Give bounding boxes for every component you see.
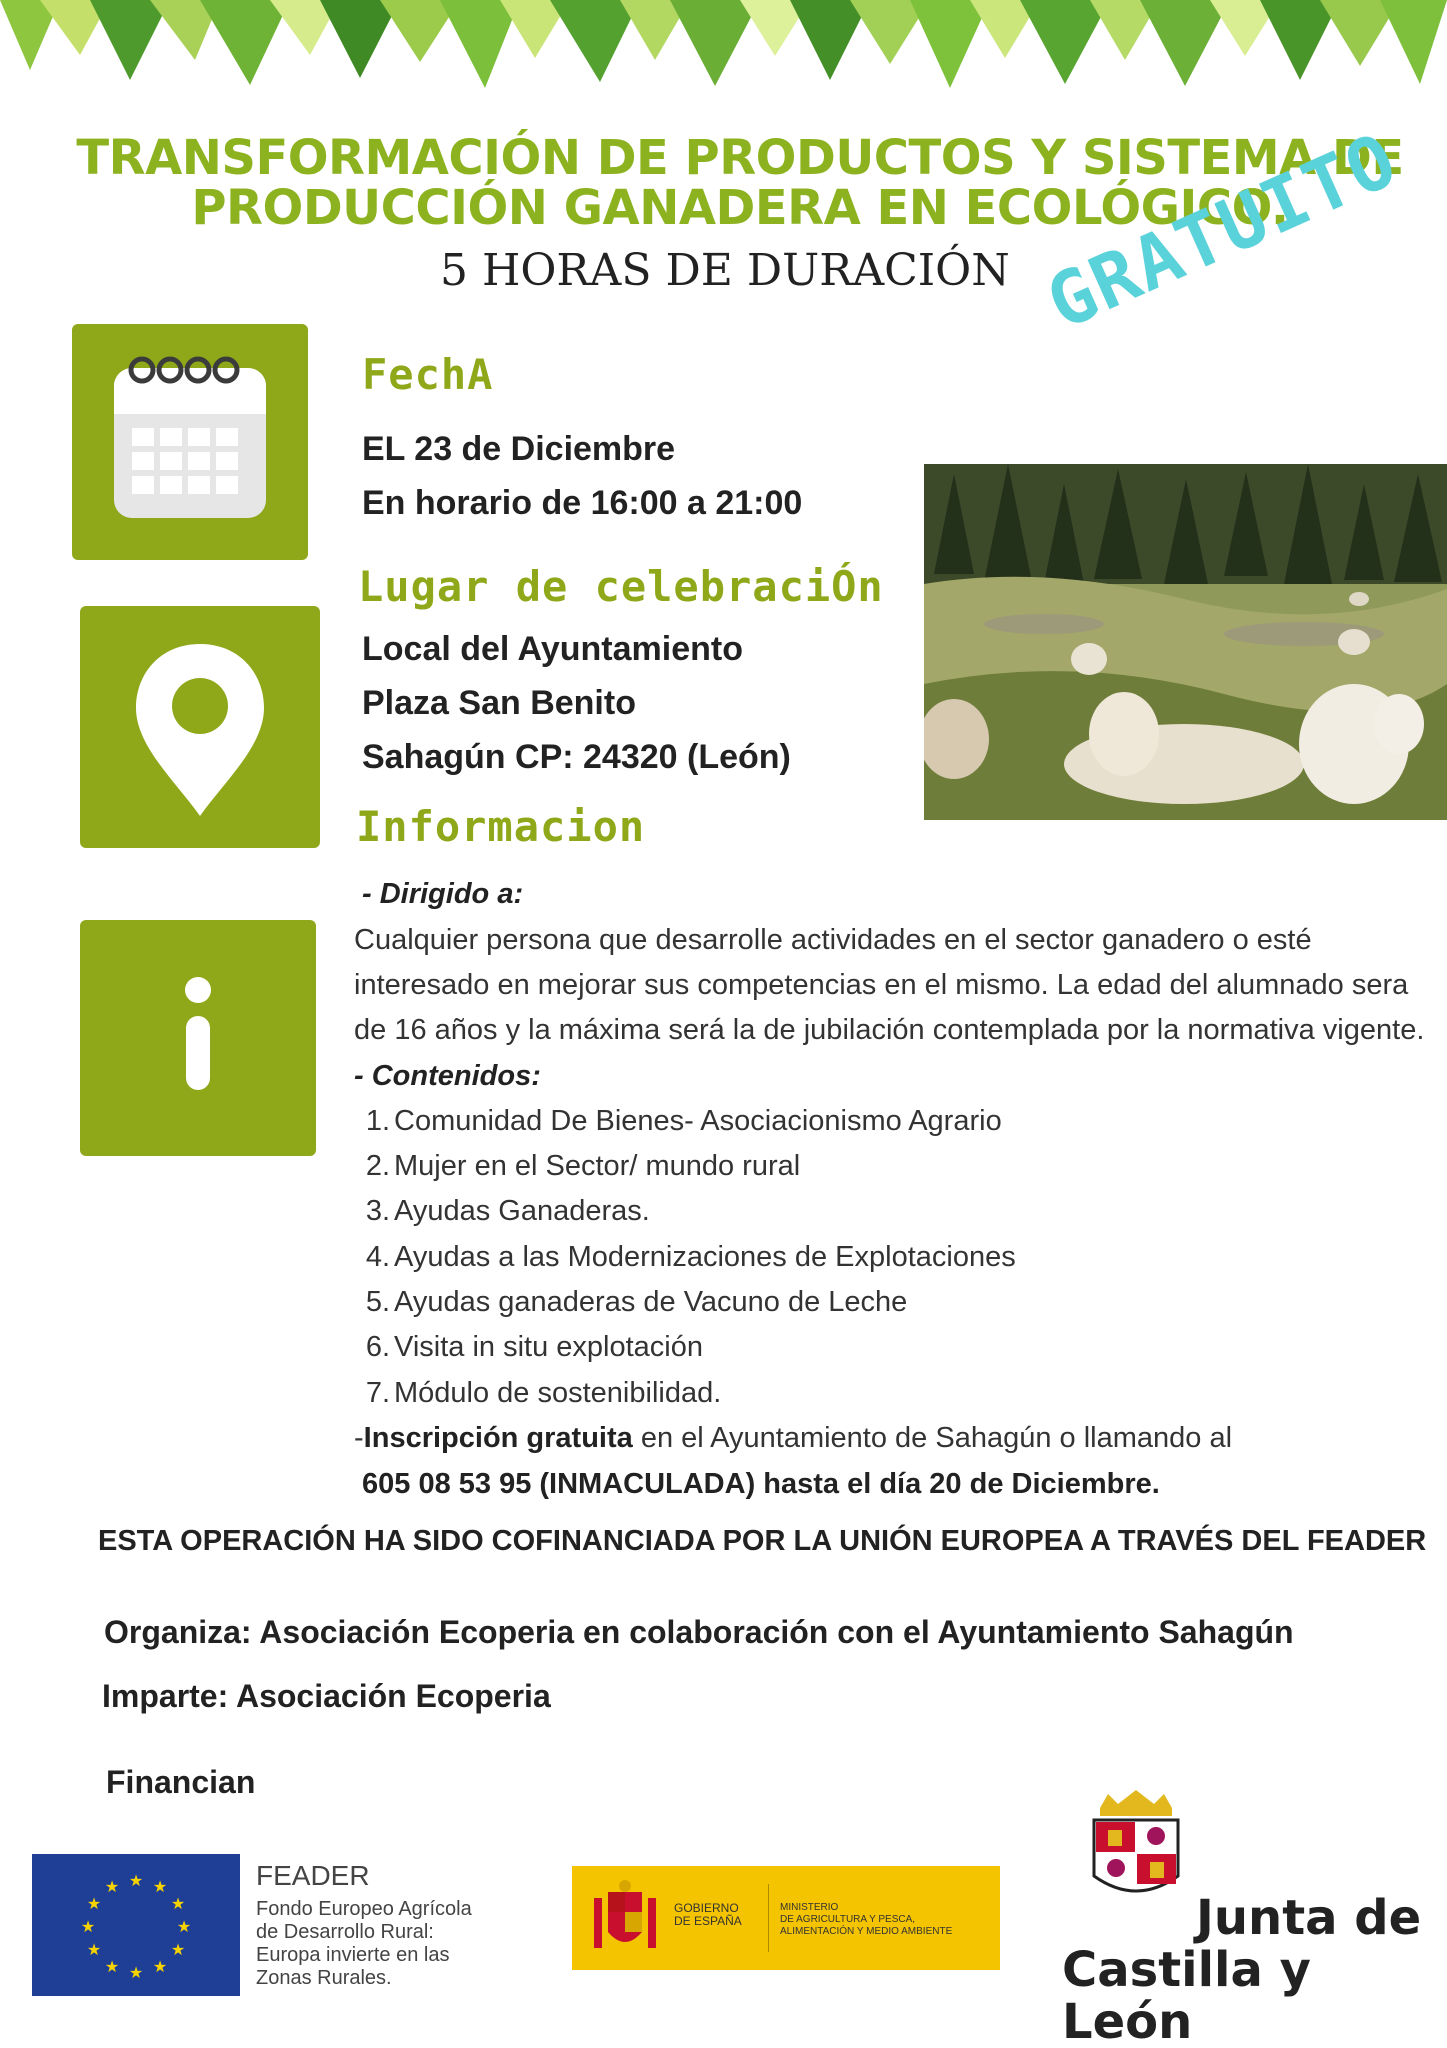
feader-logo-text	[256, 1860, 472, 1990]
imparte-text: Imparte: Asociación Ecoperia	[102, 1678, 551, 1714]
lugar-venue: Local del Ayuntamiento	[362, 630, 743, 668]
feader-line-2: de Desarrollo Rural:	[256, 1921, 434, 1943]
svg-text:★: ★	[104, 1877, 120, 1896]
svg-text:★: ★	[152, 1877, 168, 1896]
dirigido-line-1: Cualquier persona que desarrolle actividades en el sector ganadero o esté	[354, 924, 1312, 956]
junta-castilla-leon-logo-text	[1062, 1892, 1447, 2048]
location-pin-icon	[80, 606, 320, 848]
inscripcion-line: -Inscripción gratuita en el Ayuntamiento de Sahagún o llamando al	[354, 1422, 1233, 1454]
lugar-city: Sahagún CP: 24320 (León)	[362, 738, 791, 776]
svg-text:★: ★	[170, 1940, 186, 1959]
list-item: 2. Mujer en el Sector/ mundo rural	[365, 1150, 801, 1182]
list-item: 5. Ayudas ganaderas de Vacuno de Leche	[365, 1286, 908, 1318]
cofinanciada-text: ESTA OPERACIÓN HA SIDO COFINANCIADA POR LA UNIÓN EUROPEA A TRAVÉS DEL FEADER	[98, 1525, 1427, 1557]
duration-text: 5 HORAS DE DURACIÓN	[440, 245, 1010, 296]
list-item: 4. Ayudas a las Modernizaciones de Explotaciones	[365, 1241, 1016, 1273]
inscripcion-phone: 605 08 53 95 (INMACULADA) hasta el día 20 de Diciembre.	[362, 1468, 1160, 1500]
triangle-banner	[0, 0, 1447, 90]
svg-text:★: ★	[170, 1894, 186, 1913]
castilla-leon-crest-icon	[1088, 1788, 1184, 1904]
organiza-text: Organiza: Asociación Ecoperia en colaboración con el Ayuntamiento Sahagún	[104, 1614, 1294, 1650]
svg-text:★: ★	[152, 1957, 168, 1976]
svg-text:★: ★	[104, 1957, 120, 1976]
feader-line-1: Fondo Europeo Agrícola	[256, 1898, 472, 1920]
cattle-photo	[924, 464, 1447, 820]
svg-text:★: ★	[86, 1894, 102, 1913]
dirigido-line-2: interesado en mejorar sus competencias en el mismo. La edad del alumnado sera	[354, 969, 1409, 1001]
jcyl-line-1: Junta de	[1196, 1890, 1422, 1946]
lugar-heading: Lugar de celebraciÓn	[358, 562, 884, 611]
title-line-1: TRANSFORMACIÓN DE PRODUCTOS Y SISTEMA DE	[76, 130, 1404, 186]
feader-line-4: Zonas Rurales.	[256, 1967, 392, 1989]
list-item: 6. Visita in situ explotación	[365, 1331, 703, 1363]
svg-text:★: ★	[86, 1940, 102, 1959]
svg-text:★: ★	[80, 1917, 96, 1936]
contenidos-label: - Contenidos:	[354, 1060, 541, 1092]
fecha-date: EL 23 de Diciembre	[362, 430, 676, 468]
feader-title: FEADER	[256, 1860, 370, 1891]
informacion-heading: Informacion	[356, 802, 646, 851]
feader-line-3: Europa invierte en las	[256, 1944, 450, 1966]
free-badge: GRATUITO	[1035, 116, 1411, 347]
list-item: 7. Módulo de sostenibilidad.	[365, 1377, 722, 1409]
logo-divider	[768, 1884, 769, 1952]
svg-text:★: ★	[176, 1917, 192, 1936]
eu-flag-logo	[32, 1854, 240, 1996]
gobierno-text: GOBIERNO DE ESPAÑA	[674, 1901, 742, 1928]
fecha-heading: FechA	[362, 350, 494, 399]
financian-text: Financian	[106, 1764, 256, 1800]
fecha-time: En horario de 16:00 a 21:00	[362, 484, 803, 522]
gobierno-espana-logo	[572, 1866, 1000, 1970]
ministerio-text: MINISTERIO DE AGRICULTURA Y PESCA, ALIMENTACIÓN Y MEDIO AMBIENTE	[780, 1902, 953, 1937]
lugar-street: Plaza San Benito	[362, 684, 636, 722]
dirigido-line-3: de 16 años y la máxima será la de jubilación contemplada por la normativa vigente.	[354, 1014, 1425, 1046]
title-line-2: PRODUCCIÓN GANADERA EN ECOLÓGICO.	[191, 180, 1289, 236]
svg-text:★: ★	[128, 1871, 144, 1890]
dirigido-label: - Dirigido a:	[362, 878, 524, 910]
jcyl-line-2: Castilla y León	[1062, 1942, 1311, 2048]
svg-text:★: ★	[128, 1963, 144, 1982]
list-item: 3. Ayudas Ganaderas.	[365, 1195, 650, 1227]
spain-coat-of-arms-icon	[590, 1878, 660, 1958]
list-item: 1. Comunidad De Bienes- Asociacionismo Agrario	[365, 1105, 1002, 1137]
calendar-icon	[72, 324, 308, 560]
info-icon	[80, 920, 316, 1156]
